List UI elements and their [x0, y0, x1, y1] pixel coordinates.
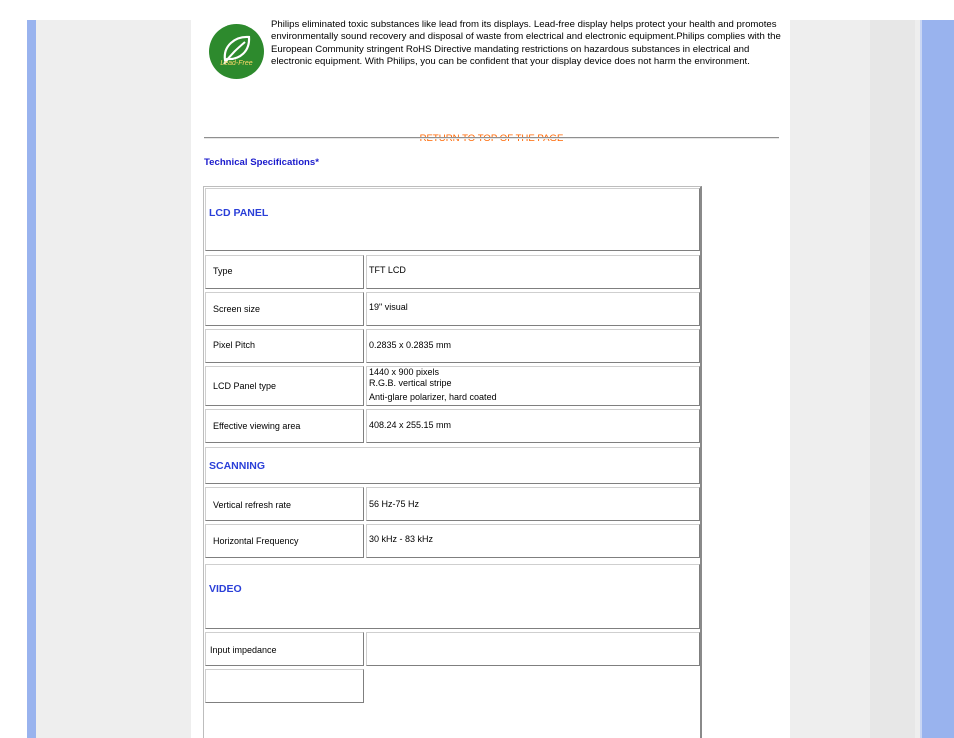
table-row-label: LCD Panel type	[205, 366, 364, 406]
right-gutter-inner	[870, 20, 915, 738]
table-row-label: Horizontal Frequency	[205, 524, 364, 558]
table-row-label: Type	[205, 255, 364, 289]
table-row-value: 408.24 x 255.15 mm	[366, 409, 700, 443]
table-row-label: Vertical refresh rate	[205, 487, 364, 521]
logo-text: Lead-Free	[220, 60, 253, 67]
table-row-label: Effective viewing area	[205, 409, 364, 443]
section-scanning	[205, 447, 700, 484]
left-side-bar	[27, 20, 36, 738]
table-row-label: Pixel Pitch	[205, 329, 364, 363]
lead-free-logo	[209, 24, 264, 79]
table-row-label: Input impedance	[205, 632, 364, 666]
section-heading: SCANNING	[209, 460, 266, 472]
table-row-value: TFT LCD	[366, 255, 700, 289]
table-row-value: 0.2835 x 0.2835 mm	[366, 329, 700, 363]
technical-specifications-title: Technical Specifications*	[204, 157, 319, 168]
table-row-label	[205, 669, 364, 703]
left-gutter	[36, 20, 191, 738]
table-row-value: 1440 x 900 pixels R.G.B. vertical stripe Anti-glare polarizer, hard coated	[366, 366, 700, 406]
return-to-top-link[interactable]: RETURN TO TOP OF THE PAGE	[419, 133, 564, 144]
section-lcd-panel	[205, 188, 700, 251]
table-row-value: 19" visual	[366, 292, 700, 326]
lead-free-leaf-icon	[209, 24, 264, 79]
section-video	[205, 564, 700, 629]
table-row-value	[366, 632, 700, 666]
table-row-value: 30 kHz - 83 kHz	[366, 524, 700, 558]
lead-free-description: Philips eliminated toxic substances like lead from its displays. Lead-free display helps protect your health and promotes environmentally sound recovery and disposal of waste from electrical and electronic equipment.Philips complies with the European Community stringent RoHS Directive mandating restrictions on hazardous substances in electrical and electronic equipment. With Philips, you can be confident that your display device does not harm the environment.	[271, 19, 781, 67]
divider	[204, 137, 779, 139]
section-heading: LCD PANEL	[209, 207, 269, 219]
right-side-bar	[920, 20, 954, 738]
table-row-label: Screen size	[205, 292, 364, 326]
section-heading: VIDEO	[209, 583, 242, 595]
table-row-value: 56 Hz-75 Hz	[366, 487, 700, 521]
